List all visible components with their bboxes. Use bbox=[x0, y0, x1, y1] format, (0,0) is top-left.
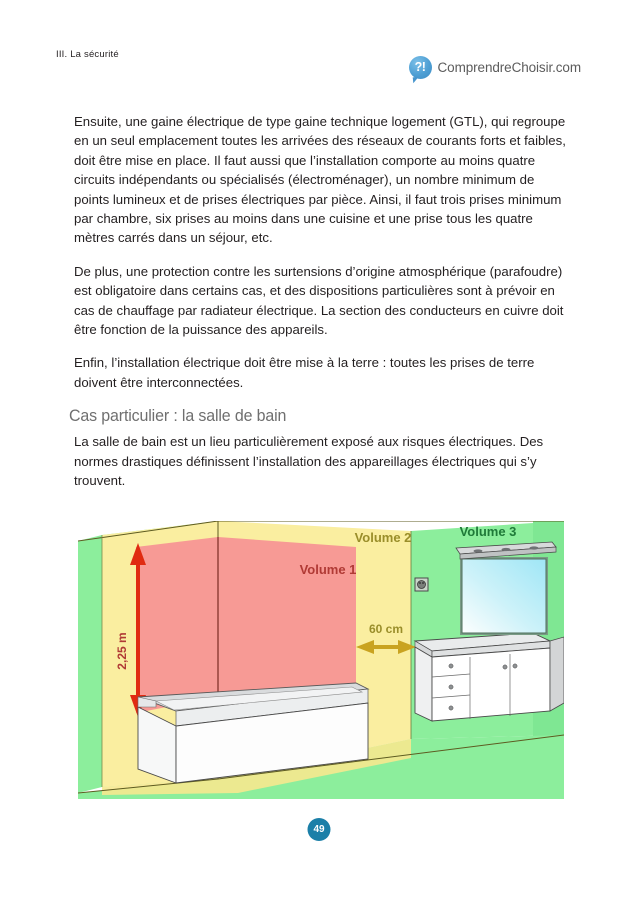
wall-socket-icon bbox=[415, 578, 428, 591]
cabinet-door-knob bbox=[503, 665, 507, 669]
cabinet-door-knob bbox=[513, 664, 517, 668]
height-measure-label: 2,25 m bbox=[115, 632, 129, 670]
light-bulb bbox=[502, 548, 511, 551]
paragraph-bathroom-intro: La salle de bain est un lieu particulièrement exposé aux risques électriques. Des normes drastiques définissent l’installation des appareillages électriques qui s’y trouvent. bbox=[74, 434, 544, 489]
page-content bbox=[69, 112, 568, 505]
running-header-chapter: III. La sécurité bbox=[56, 49, 119, 60]
paragraph-surge-protection: De plus, une protection contre les surtensions d’origine atmosphérique (parafoudre) est obligatoire dans certains cas, et des dispositions particulières sont à prévoir en cas de chauffage par radiateur électrique. La section des conducteurs en cuivre doit être fonction de la puissance des appareils. bbox=[74, 263, 564, 338]
bathroom-volumes-figure bbox=[78, 521, 564, 799]
drawer-knob bbox=[449, 685, 453, 689]
mirror bbox=[460, 557, 548, 635]
paragraph-earthing: Enfin, l’installation électrique doit être mise à la terre : toutes les prises de terre doivent être interconnectées. bbox=[74, 355, 535, 390]
question-exclamation-bubble-icon bbox=[409, 56, 432, 79]
page-header bbox=[0, 0, 638, 92]
bubble-glyph: ?! bbox=[414, 60, 426, 75]
distance-measure-label: 60 cm bbox=[368, 622, 404, 636]
light-bulb bbox=[530, 546, 539, 549]
drawer-knob bbox=[449, 664, 453, 668]
brand-name: ComprendreChoisir.com bbox=[437, 60, 581, 75]
brand-logo bbox=[409, 56, 581, 79]
light-bulb bbox=[474, 549, 483, 552]
drawer-knob bbox=[449, 706, 453, 710]
section-heading-bathroom: Cas particulier : la salle de bain bbox=[69, 406, 287, 426]
volume1-label: Volume 1 bbox=[299, 562, 357, 577]
volume2-label: Volume 2 bbox=[354, 530, 412, 545]
page-number-badge: 49 bbox=[308, 818, 331, 841]
vanity-cabinet bbox=[415, 633, 564, 721]
volume3-label: Volume 3 bbox=[459, 524, 517, 539]
paragraph-gtl: Ensuite, une gaine électrique de type gaine technique logement (GTL), qui regroupe en un seul emplacement toutes les arrivées des réseaux de courants forts et faibles, doit être mise en place. Il faut aussi que l’installation comporte au moins quatre circuits indépendants ou spécialisés (électroménager), un nombre minimum de points lumineux et de prises électriques par pièce. Ainsi, il faut trois prises minimum par chambre, six prises au moins dans une cuisine et une prise tous les quatre mètres carrés dans un séjour, etc. bbox=[74, 114, 566, 246]
